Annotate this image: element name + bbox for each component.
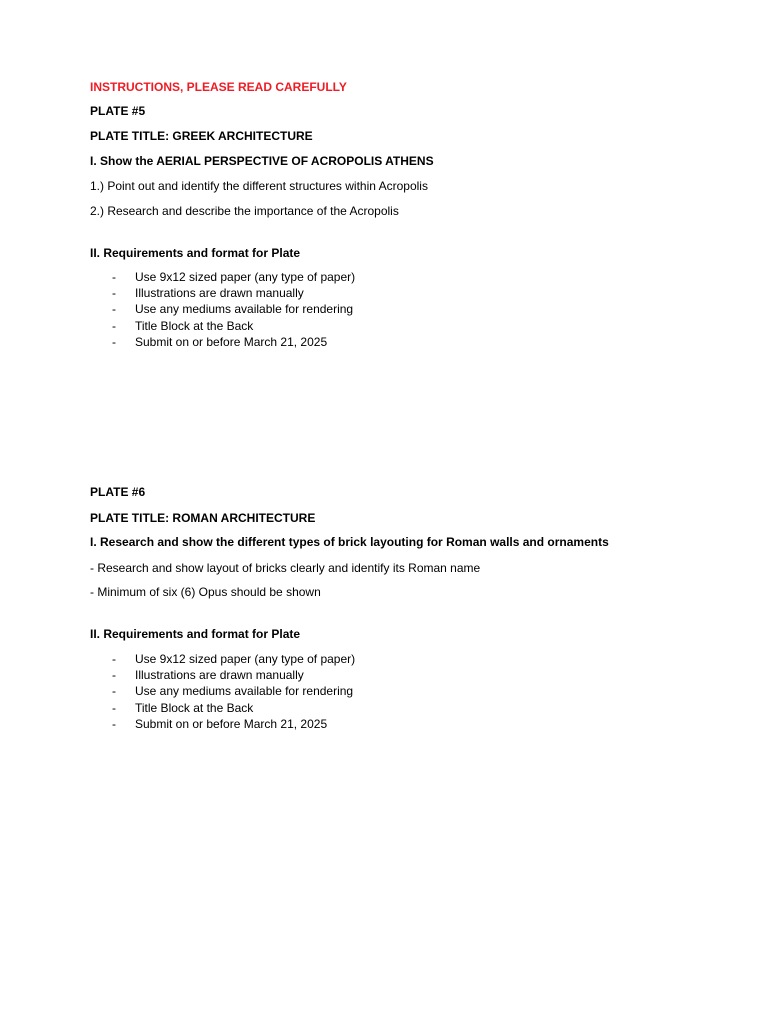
list-dash: - — [112, 302, 116, 317]
list-dash: - — [112, 652, 116, 666]
list-dash: - — [112, 684, 116, 699]
plate6-task: I. Research and show the different types of brick layouting for Roman walls and ornaments — [90, 535, 609, 549]
plate6-point-1: - Research and show layout of bricks clearly and identify its Roman name — [90, 561, 481, 575]
requirement-text: Submit on or before March 21, 2025 — [135, 716, 328, 731]
requirement-text: Use any mediums available for rendering — [135, 684, 354, 699]
requirement-text: Use 9x12 sized paper (any type of paper) — [135, 652, 356, 666]
plate5-point-1: 1.) Point out and identify the different structures within Acropolis — [90, 179, 428, 193]
requirement-text: Use any mediums available for rendering — [135, 302, 354, 317]
requirement-text: Title Block at the Back — [135, 700, 254, 715]
requirement-text: Illustrations are drawn manually — [135, 668, 304, 683]
plate5-number: PLATE #5 — [90, 104, 146, 118]
requirement-text: Submit on or before March 21, 2025 — [135, 334, 328, 349]
plate6-title: PLATE TITLE: ROMAN ARCHITECTURE — [90, 511, 316, 525]
instructions-heading: INSTRUCTIONS, PLEASE READ CAREFULLY — [90, 80, 347, 94]
list-dash: - — [112, 318, 116, 333]
plate6-point-2: - Minimum of six (6) Opus should be shown — [90, 585, 321, 599]
requirement-text: Use 9x12 sized paper (any type of paper) — [135, 270, 356, 284]
plate5-requirements-heading: II. Requirements and format for Plate — [90, 246, 301, 260]
list-dash: - — [112, 716, 116, 731]
plate6-requirements-heading: II. Requirements and format for Plate — [90, 627, 301, 641]
plate5-point-2: 2.) Research and describe the importance of the Acropolis — [90, 204, 399, 218]
list-dash: - — [112, 270, 116, 284]
requirement-text: Title Block at the Back — [135, 318, 254, 333]
plate5-title: PLATE TITLE: GREEK ARCHITECTURE — [90, 129, 313, 143]
list-dash: - — [112, 334, 116, 349]
requirement-text: Illustrations are drawn manually — [135, 286, 304, 301]
plate5-task: I. Show the AERIAL PERSPECTIVE OF ACROPOLIS ATHENS — [90, 154, 434, 168]
list-dash: - — [112, 668, 116, 683]
list-dash: - — [112, 700, 116, 715]
plate6-number: PLATE #6 — [90, 485, 146, 499]
list-dash: - — [112, 286, 116, 301]
